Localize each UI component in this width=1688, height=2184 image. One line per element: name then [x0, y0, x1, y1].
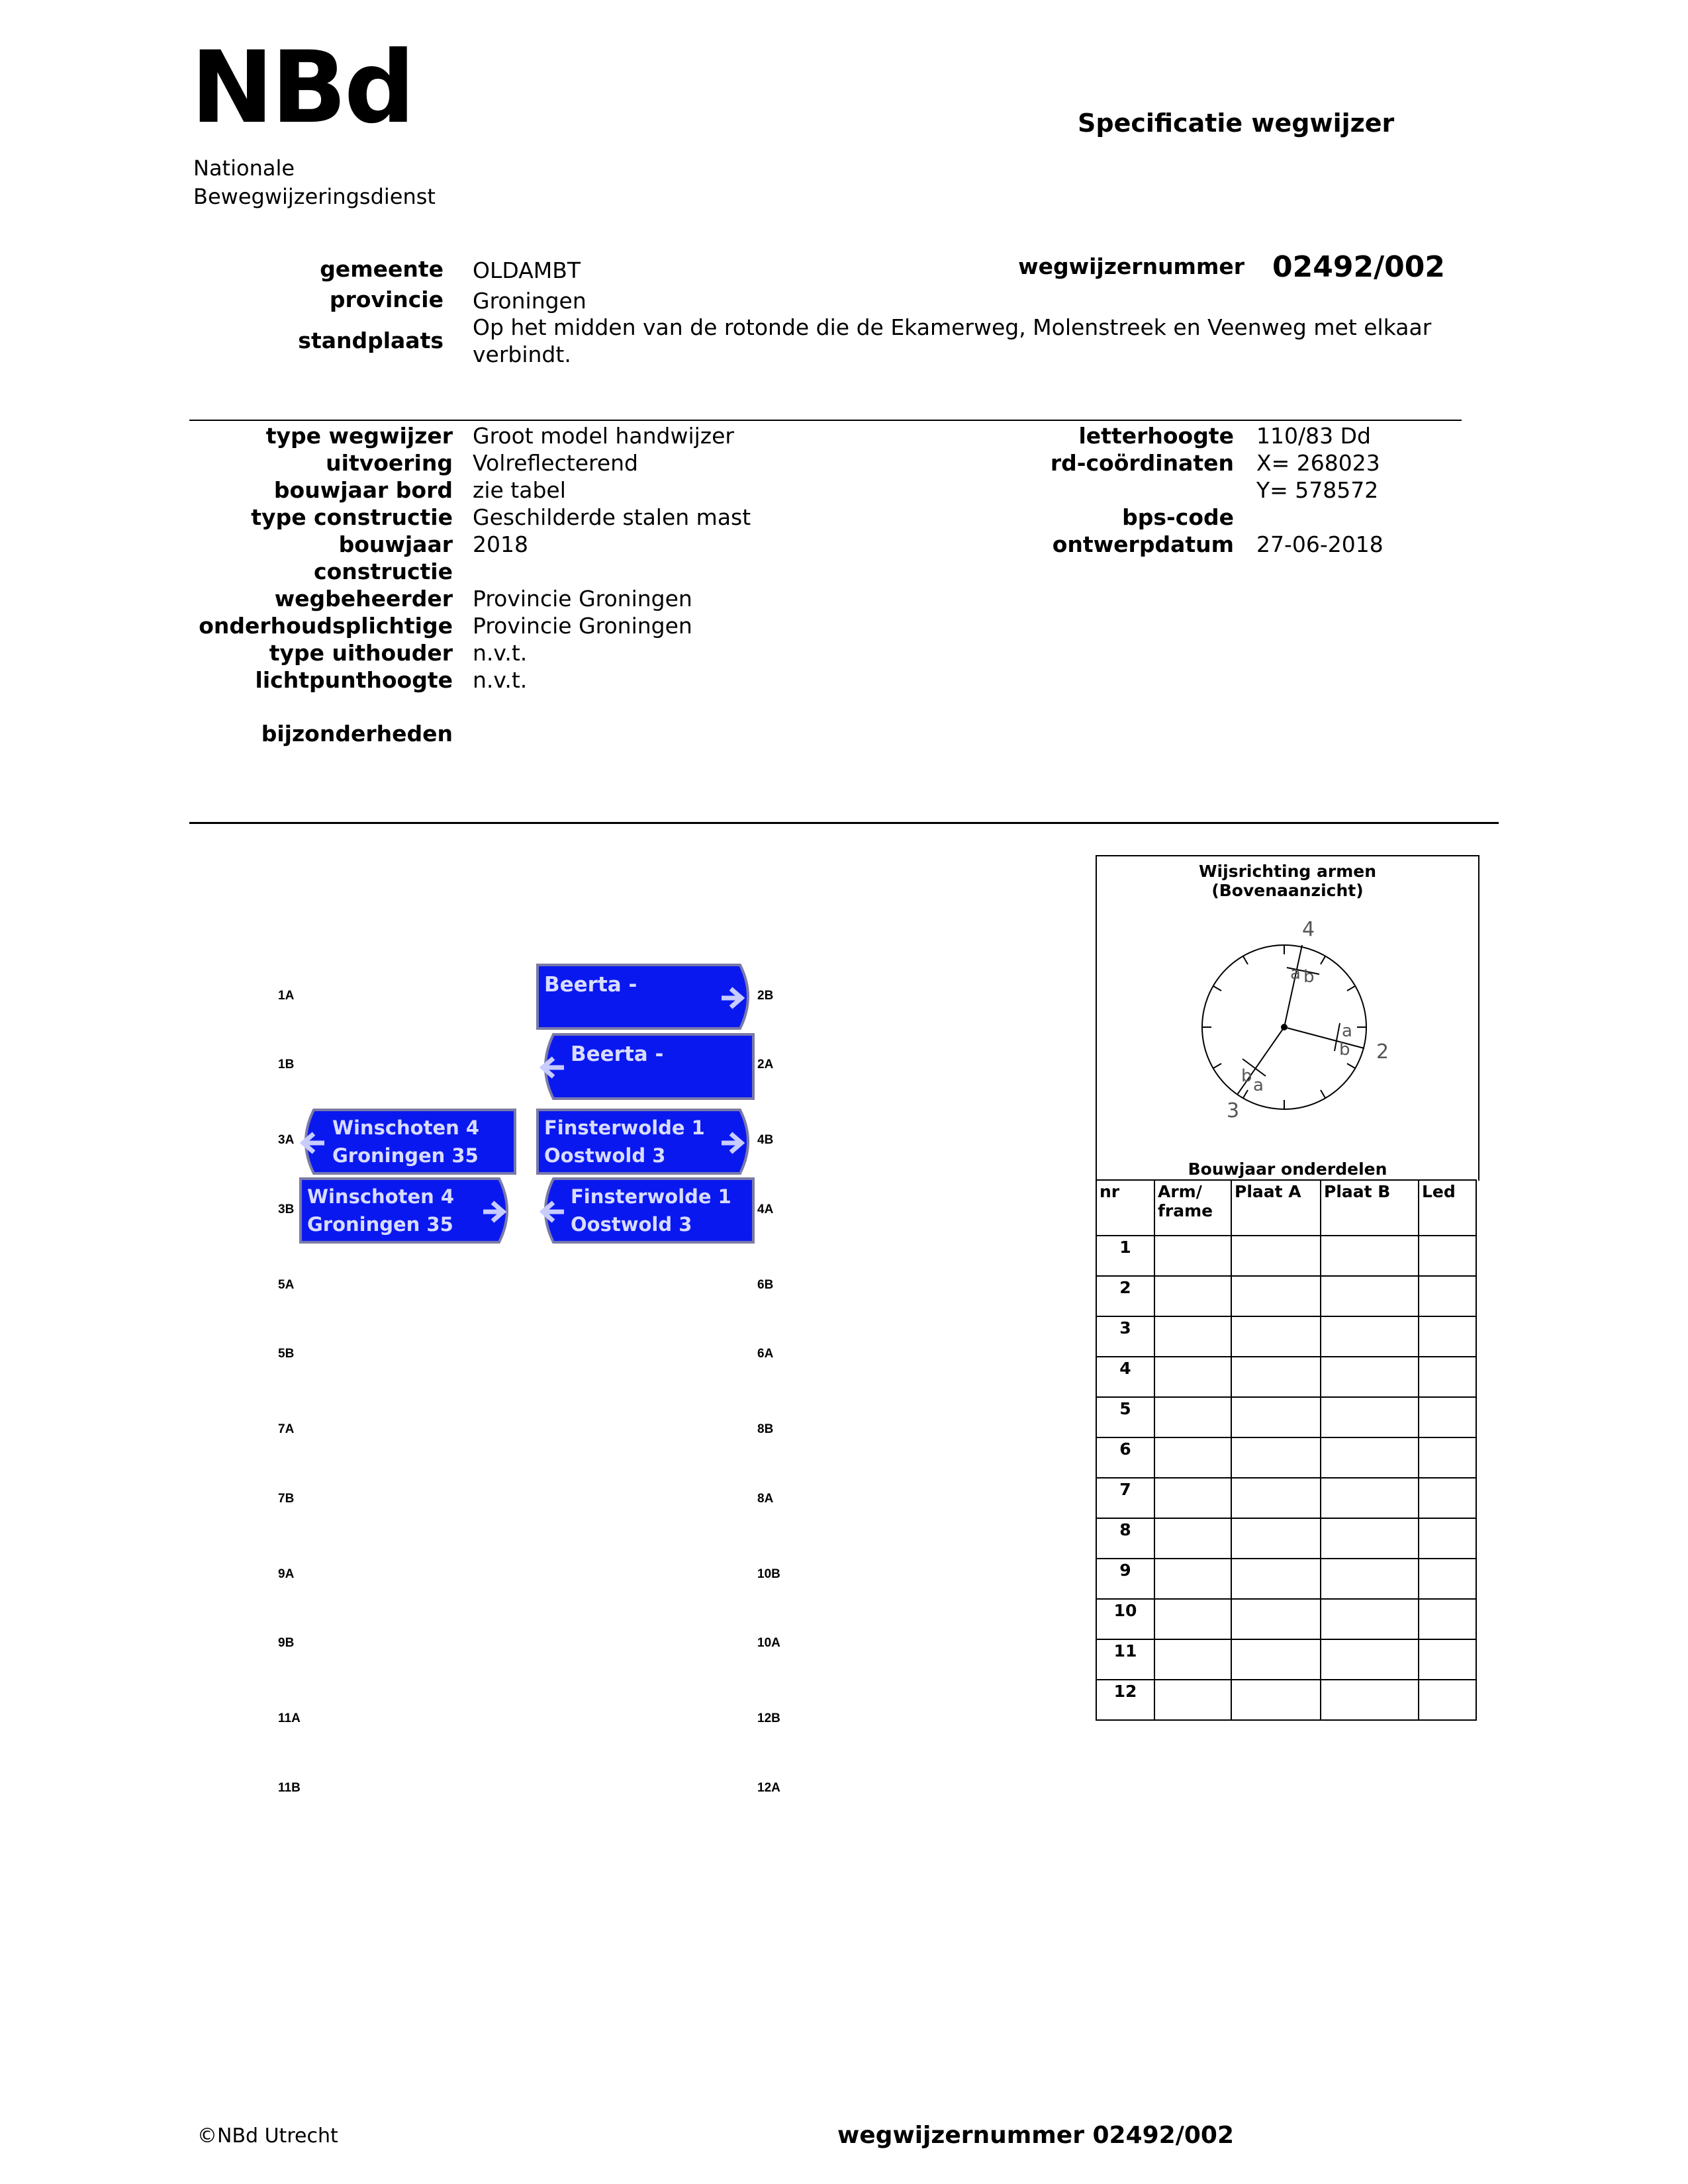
- document-title: Specificatie wegwijzer: [1078, 109, 1395, 138]
- spec-value: X= 268023: [1256, 450, 1380, 476]
- col-plaat-b: Plaat B: [1321, 1180, 1419, 1236]
- footer-wegwijzernummer: wegwijzernummer 02492/002: [837, 2122, 1235, 2149]
- spec-label: bouwjaar: [338, 531, 453, 557]
- arm-label-b: b: [1303, 967, 1315, 987]
- spec-label: wegbeheerder: [274, 586, 453, 612]
- slot-label: 2B: [757, 989, 774, 1003]
- compass-box: [1096, 855, 1479, 1181]
- provincie-value: Groningen: [473, 288, 586, 314]
- row-nr: 11: [1096, 1639, 1154, 1680]
- sign-text: Oostwold 3: [544, 1144, 666, 1167]
- arm-label-a: a: [1290, 964, 1301, 983]
- slot-label: 12B: [757, 1711, 780, 1725]
- row-nr: 6: [1096, 1437, 1154, 1478]
- slot-label: 6B: [757, 1278, 774, 1292]
- arm-label-a: a: [1253, 1075, 1264, 1095]
- compass-center: [1281, 1024, 1288, 1030]
- slot-label: 3A: [278, 1133, 295, 1147]
- spec-label: lichtpunthoogte: [255, 667, 453, 693]
- spec-value: Provincie Groningen: [473, 613, 692, 639]
- bijzonderheden-label: bijzonderheden: [261, 721, 453, 747]
- arm-label-b: b: [1339, 1040, 1350, 1060]
- spec-value: Geschilderde stalen mast: [473, 504, 751, 530]
- sign-2B: [538, 965, 748, 1028]
- slot-label: 8A: [757, 1492, 774, 1506]
- row-nr: 2: [1096, 1276, 1154, 1316]
- sign-4A: [543, 1179, 753, 1242]
- spec-value: 27-06-2018: [1256, 531, 1383, 557]
- spec-label: bouwjaar bord: [273, 477, 453, 503]
- col-nr: nr: [1096, 1180, 1154, 1236]
- row-nr: 4: [1096, 1357, 1154, 1397]
- table-row: [1096, 1357, 1476, 1397]
- standplaats-line1: Op het midden van de rotonde die de Ekamerweg, Molenstreek en Veenweg met elkaar: [473, 314, 1432, 340]
- col-arm-frame: Arm/ frame: [1154, 1180, 1231, 1236]
- row-nr: 5: [1096, 1397, 1154, 1437]
- gemeente-label: gemeente: [320, 256, 444, 282]
- spec-label: onderhoudsplichtige: [199, 613, 453, 639]
- sign-text: Beerta -: [544, 973, 637, 997]
- col-plaat-a: Plaat A: [1231, 1180, 1321, 1236]
- slot-label: 11B: [278, 1781, 301, 1795]
- slot-label: 1B: [278, 1058, 295, 1071]
- spec-label: letterhoogte: [1078, 423, 1234, 449]
- compass-arms: [1237, 945, 1364, 1095]
- table-row: [1096, 1639, 1476, 1680]
- spec-value: 110/83 Dd: [1256, 423, 1371, 449]
- row-nr: 8: [1096, 1518, 1154, 1559]
- slot-label: 8B: [757, 1422, 774, 1436]
- spec-value: zie tabel: [473, 477, 566, 503]
- gemeente-value: OLDAMBT: [473, 257, 581, 283]
- table-row: [1096, 1599, 1476, 1639]
- table-header-row: [1096, 1180, 1476, 1236]
- spec-value: n.v.t.: [473, 640, 528, 666]
- spec-value: Volreflecterend: [473, 450, 638, 476]
- table-row: [1096, 1437, 1476, 1478]
- row-nr: 10: [1096, 1599, 1154, 1639]
- nbd-logo: NBd: [191, 30, 413, 146]
- row-nr: 3: [1096, 1316, 1154, 1357]
- table-row: [1096, 1276, 1476, 1316]
- arm-label-a: a: [1342, 1021, 1352, 1041]
- sign-text: Groningen 35: [307, 1213, 453, 1236]
- sign-text: Beerta -: [571, 1042, 664, 1066]
- slot-label: 1A: [278, 989, 295, 1003]
- arm-number: 2: [1376, 1040, 1389, 1064]
- spec-label: rd-coördinaten: [1050, 450, 1234, 476]
- sign-text: Finsterwolde 1: [544, 1116, 705, 1139]
- spec-label: type uithouder: [269, 640, 453, 666]
- slot-label: 12A: [757, 1781, 780, 1795]
- sign-text: Winschoten 4: [307, 1185, 455, 1208]
- standplaats-line2: verbindt.: [473, 341, 571, 367]
- slot-label: 10A: [757, 1636, 780, 1650]
- col-led: Led: [1419, 1180, 1476, 1236]
- slot-label: 9B: [278, 1636, 295, 1650]
- slot-label: 6A: [757, 1347, 774, 1361]
- slot-label: 7A: [278, 1422, 295, 1436]
- compass-title-line2: (Bovenaanzicht): [1211, 881, 1364, 900]
- sign-4B: [538, 1110, 748, 1173]
- provincie-label: provincie: [329, 287, 444, 312]
- wegwijzernummer-value: 02492/002: [1272, 250, 1445, 284]
- spec-label: constructie: [314, 559, 453, 584]
- row-nr: 9: [1096, 1559, 1154, 1599]
- table-row: [1096, 1680, 1476, 1720]
- table-row: [1096, 1316, 1476, 1357]
- slot-label: 11A: [278, 1711, 301, 1725]
- row-nr: 12: [1096, 1680, 1154, 1720]
- row-nr: 1: [1096, 1236, 1154, 1276]
- slot-label: 4A: [757, 1203, 774, 1216]
- spec-label: type wegwijzer: [265, 423, 453, 449]
- footer-copyright: ©NBd Utrecht: [197, 2124, 338, 2148]
- spec-label: ontwerpdatum: [1052, 531, 1234, 557]
- sign-text: Winschoten 4: [332, 1116, 480, 1139]
- sign-3B: [301, 1179, 507, 1242]
- compass-diagram: [1097, 856, 1478, 1181]
- sign-text: Groningen 35: [332, 1144, 479, 1167]
- slot-label: 5B: [278, 1347, 295, 1361]
- sign-text: Oostwold 3: [571, 1213, 692, 1236]
- row-nr: 7: [1096, 1478, 1154, 1518]
- spec-value: Provincie Groningen: [473, 586, 692, 612]
- table-row: [1096, 1397, 1476, 1437]
- spec-value: Y= 578572: [1256, 477, 1379, 503]
- table-row: [1096, 1559, 1476, 1599]
- table-row: [1096, 1518, 1476, 1559]
- spec-value: Groot model handwijzer: [473, 423, 734, 449]
- slot-label: 4B: [757, 1133, 774, 1147]
- logo-subtitle-line2: Bewegwijzeringsdienst: [193, 184, 436, 209]
- spec-label: type constructie: [251, 504, 453, 530]
- compass-title-line1: Wijsrichting armen: [1198, 862, 1377, 881]
- spec-value: 2018: [473, 531, 528, 557]
- logo-subtitle-line1: Nationale: [193, 156, 295, 181]
- table-row: [1096, 1236, 1476, 1276]
- arm-number: 4: [1302, 918, 1315, 941]
- slot-label: 2A: [757, 1058, 774, 1071]
- standplaats-label: standplaats: [298, 328, 444, 353]
- spec-label: uitvoering: [326, 450, 453, 476]
- slot-label: 3B: [278, 1203, 295, 1216]
- spec-label: bps-code: [1122, 504, 1234, 530]
- slot-label: 7B: [278, 1492, 295, 1506]
- bouwjaar-title: Bouwjaar onderdelen: [1188, 1160, 1387, 1179]
- spec-value: n.v.t.: [473, 667, 528, 693]
- slot-label: 5A: [278, 1278, 295, 1292]
- arm-number: 3: [1227, 1099, 1240, 1122]
- table-row: [1096, 1478, 1476, 1518]
- bouwjaar-table: [1096, 1179, 1477, 1721]
- slot-label: 9A: [278, 1567, 295, 1581]
- slot-label: 10B: [757, 1567, 780, 1581]
- arm-label-b: b: [1241, 1066, 1252, 1086]
- sign-3A: [303, 1110, 515, 1173]
- sign-text: Finsterwolde 1: [571, 1185, 731, 1208]
- wegwijzernummer-label: wegwijzernummer: [1018, 253, 1244, 279]
- sign-2A: [543, 1034, 753, 1099]
